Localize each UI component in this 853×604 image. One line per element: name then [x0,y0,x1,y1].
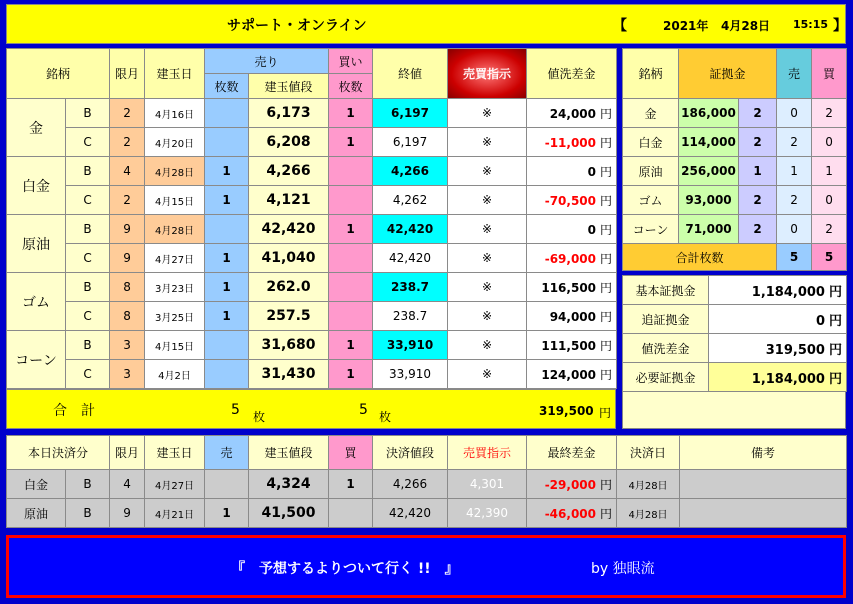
margin-sell-cell: 2 [777,128,812,157]
signal-cell: ※ [448,331,527,360]
settle-header-gengetsu: 限月 [110,436,145,470]
tategyokubi-cell: 3月23日 [145,273,205,302]
summary-value-cell [709,305,847,334]
margin-header-shokokin: 証拠金 [679,49,777,99]
sell-count-cell [205,331,249,360]
signal-cell: ※ [448,157,527,186]
margin-total-buy: 5 [812,244,847,271]
footer-slogan: 『 予想するよりついて行く !! 』 [231,561,459,577]
margin-amount-cell: 186,000 [679,99,739,128]
settle-header-final: 最終差金 [527,436,617,470]
settle-buy-count [329,499,373,528]
summary-value-cell [709,363,847,392]
total-label: 合 計 [53,403,95,419]
buy-count-cell [329,244,373,273]
settle-tategyokubi: 4月27日 [145,470,205,499]
title-bar [6,4,846,44]
settle-sell-count [205,470,249,499]
settle-gengetsu: 9 [110,499,145,528]
header-kai: 買い [329,49,373,74]
summary-label: 追証拠金 [623,305,709,334]
position-type: C [66,128,110,157]
buy-count-cell [329,186,373,215]
tategyoku-price-cell: 257.5 [249,302,329,331]
margin-amount-cell: 71,000 [679,215,739,244]
gengetsu-cell: 2 [110,186,145,215]
summary-row [623,334,847,363]
position-type: C [66,186,110,215]
buy-count-cell: 1 [329,331,373,360]
tategyokubi-cell: 4月28日 [145,157,205,186]
settle-signal: 42,390 [448,499,527,528]
sell-count-cell: 1 [205,273,249,302]
sell-count-cell [205,99,249,128]
summary-value: 0 [815,313,825,329]
settle-kessai-price: 42,420 [373,499,448,528]
position-row [7,157,617,186]
settle-tategyokubi: 4月21日 [145,499,205,528]
settle-tategyoku-price: 41,500 [249,499,329,528]
yen-unit: 円 [600,506,613,521]
margin-row [623,186,847,215]
tategyokubi-cell: 4月2日 [145,360,205,389]
yen-unit: 円 [828,342,842,358]
settle-header-today: 本日決済分 [7,436,110,470]
neaise-cell [527,186,617,215]
neaise-cell [527,331,617,360]
position-type: B [66,99,110,128]
sell-count-cell [205,215,249,244]
margin-header-meigara: 銘柄 [623,49,679,99]
position-type: C [66,302,110,331]
summary-row [623,305,847,334]
buy-count-cell: 1 [329,128,373,157]
tategyoku-price-cell: 262.0 [249,273,329,302]
position-row [7,331,617,360]
settle-header-tategyokubi: 建玉日 [145,436,205,470]
tategyoku-price-cell: 6,173 [249,99,329,128]
gengetsu-cell: 2 [110,128,145,157]
summary-value-cell [709,334,847,363]
neaise-value: -69,000 [544,251,597,266]
position-row [7,215,617,244]
settle-header-kessai-nedan: 決済値段 [373,436,448,470]
close-price-cell: 33,910 [373,360,448,389]
neaise-value: 124,000 [541,367,597,382]
header-signal: 売買指示 [448,49,527,99]
summary-value: 1,184,000 [751,371,825,387]
footer-banner [6,535,846,598]
gengetsu-cell: 3 [110,331,145,360]
tategyokubi-cell: 4月16日 [145,99,205,128]
header-year: 2021年 [663,19,709,33]
neaise-cell [527,128,617,157]
position-type: C [66,360,110,389]
total-buy-count: 5 [359,402,368,418]
margin-header-uri: 売 [777,49,812,99]
margin-mult-cell: 1 [739,157,777,186]
tategyokubi-cell: 4月15日 [145,331,205,360]
tategyoku-price-cell: 31,430 [249,360,329,389]
margin-total-label: 合計枚数 [623,244,777,271]
commodity-name: 原油 [7,215,66,273]
summary-value-cell [709,276,847,305]
summary-label: 基本証拠金 [623,276,709,305]
tategyoku-price-cell: 4,266 [249,157,329,186]
neaise-value: 0 [587,164,597,179]
margin-mult-cell: 2 [739,215,777,244]
settle-final-value: -46,000 [544,506,596,521]
settle-header-biko: 備考 [680,436,847,470]
settle-header-kessaibi: 決済日 [617,436,680,470]
settle-note [680,470,847,499]
yen-unit: 円 [600,135,613,150]
yen-unit: 円 [828,313,842,329]
margin-buy-cell: 0 [812,128,847,157]
commodity-name: 白金 [7,157,66,215]
position-type: B [66,331,110,360]
summary-blank [622,391,846,429]
total-sell-mai: 枚 [253,410,266,424]
sell-count-cell: 1 [205,157,249,186]
gengetsu-cell: 3 [110,360,145,389]
settle-header-tategyoku-nedan: 建玉値段 [249,436,329,470]
summary-value: 1,184,000 [751,284,825,300]
margin-row [623,157,847,186]
summary-row [623,276,847,305]
yen-unit: 円 [828,371,842,387]
margin-row [623,215,847,244]
neaise-value: 116,500 [541,280,597,295]
summary-table [622,275,847,392]
neaise-value: 111,500 [541,338,597,353]
close-price-cell: 42,420 [373,244,448,273]
signal-cell: ※ [448,360,527,389]
header-time: 15:15 [793,18,829,31]
settlement-row [7,470,847,499]
tategyokubi-cell: 3月25日 [145,302,205,331]
settlement-row [7,499,847,528]
gengetsu-cell: 4 [110,157,145,186]
margin-mult-cell: 2 [739,128,777,157]
header-tategyokubi: 建玉日 [145,49,205,99]
settlement-table [6,435,847,528]
position-row [7,244,617,273]
margin-sell-cell: 0 [777,215,812,244]
neaise-value: -11,000 [544,135,597,150]
settle-type: B [66,470,110,499]
signal-cell: ※ [448,244,527,273]
tategyoku-price-cell: 31,680 [249,331,329,360]
total-sell-count: 5 [231,402,240,418]
margin-amount-cell: 256,000 [679,157,739,186]
neaise-cell [527,360,617,389]
total-diff: 319,500 [539,404,594,418]
signal-cell: ※ [448,215,527,244]
gengetsu-cell: 9 [110,215,145,244]
position-row [7,273,617,302]
signal-cell: ※ [448,302,527,331]
neaise-value: -70,500 [544,193,597,208]
footer-by: by 独眼流 [591,561,655,577]
buy-count-cell [329,302,373,331]
margin-sell-cell: 0 [777,99,812,128]
settle-kessai-price: 4,266 [373,470,448,499]
commodity-name: 金 [7,99,66,157]
tategyokubi-cell: 4月20日 [145,128,205,157]
gengetsu-cell: 8 [110,273,145,302]
yen-unit: 円 [600,193,613,208]
margin-table [622,48,847,271]
margin-commodity-name: ゴム [623,186,679,215]
buy-count-cell [329,157,373,186]
header-meigara: 銘柄 [7,49,110,99]
header-uri: 売り [205,49,329,74]
yen-unit: 円 [600,251,613,266]
margin-mult-cell: 2 [739,186,777,215]
positions-table [6,48,617,389]
tategyokubi-cell: 4月27日 [145,244,205,273]
close-price-cell: 6,197 [373,128,448,157]
settle-gengetsu: 4 [110,470,145,499]
margin-mult-cell: 2 [739,99,777,128]
settle-kessaibi: 4月28日 [617,499,680,528]
margin-sell-cell: 1 [777,157,812,186]
neaise-cell [527,157,617,186]
yen-unit: 円 [600,309,613,324]
margin-row [623,99,847,128]
buy-count-cell [329,273,373,302]
header-owarine: 終値 [373,49,448,99]
summary-value: 319,500 [765,342,825,358]
close-price-cell: 6,197 [373,99,448,128]
margin-row [623,128,847,157]
total-buy-mai: 枚 [379,410,392,424]
settle-type: B [66,499,110,528]
yen-unit: 円 [600,477,613,492]
settle-buy-count: 1 [329,470,373,499]
position-row [7,302,617,331]
close-price-cell: 238.7 [373,273,448,302]
tategyoku-price-cell: 42,420 [249,215,329,244]
settle-final-cell [527,499,617,528]
total-yen: 円 [599,406,612,420]
tategyokubi-cell: 4月15日 [145,186,205,215]
gengetsu-cell: 8 [110,302,145,331]
header-gengetsu: 限月 [110,49,145,99]
close-price-cell: 42,420 [373,215,448,244]
yen-unit: 円 [828,284,842,300]
bracket-right: 】 [833,18,847,34]
margin-header-kai: 買 [812,49,847,99]
margin-buy-cell: 1 [812,157,847,186]
tategyokubi-cell: 4月28日 [145,215,205,244]
neaise-value: 24,000 [549,106,597,121]
margin-buy-cell: 2 [812,99,847,128]
yen-unit: 円 [600,338,613,353]
close-price-cell: 4,262 [373,186,448,215]
margin-commodity-name: 原油 [623,157,679,186]
neaise-value: 94,000 [549,309,597,324]
settle-sell-count: 1 [205,499,249,528]
commodity-name: コーン [7,331,66,389]
signal-cell: ※ [448,128,527,157]
settle-signal: 4,301 [448,470,527,499]
sell-count-cell: 1 [205,302,249,331]
signal-cell: ※ [448,99,527,128]
margin-amount-cell: 93,000 [679,186,739,215]
settle-final-cell [527,470,617,499]
neaise-cell [527,244,617,273]
margin-buy-cell: 0 [812,186,847,215]
margin-total-row [623,244,847,271]
close-price-cell: 4,266 [373,157,448,186]
signal-cell: ※ [448,186,527,215]
total-bar [6,389,616,429]
header-date: 4月28日 [721,19,771,33]
settle-note [680,499,847,528]
sell-count-cell [205,128,249,157]
gengetsu-cell: 2 [110,99,145,128]
margin-amount-cell: 114,000 [679,128,739,157]
yen-unit: 円 [600,222,613,237]
header-sell-maisu: 枚数 [205,74,249,99]
sell-count-cell: 1 [205,244,249,273]
signal-cell: ※ [448,273,527,302]
margin-sell-cell: 2 [777,186,812,215]
sell-count-cell [205,360,249,389]
sell-count-cell: 1 [205,186,249,215]
neaise-cell [527,302,617,331]
header-tategyoku-nedan: 建玉値段 [249,74,329,99]
position-row [7,128,617,157]
buy-count-cell: 1 [329,360,373,389]
position-row [7,99,617,128]
settle-tategyoku-price: 4,324 [249,470,329,499]
neaise-cell [527,99,617,128]
buy-count-cell: 1 [329,99,373,128]
summary-label: 必要証拠金 [623,363,709,392]
margin-commodity-name: 金 [623,99,679,128]
position-type: C [66,244,110,273]
settle-commodity-name: 白金 [7,470,66,499]
yen-unit: 円 [600,164,613,179]
summary-label: 値洗差金 [623,334,709,363]
tategyoku-price-cell: 6,208 [249,128,329,157]
settle-header-uri: 売 [205,436,249,470]
position-row [7,360,617,389]
position-type: B [66,215,110,244]
settle-header-signal: 売買指示 [448,436,527,470]
yen-unit: 円 [600,280,613,295]
settle-commodity-name: 原油 [7,499,66,528]
tategyoku-price-cell: 41,040 [249,244,329,273]
position-type: B [66,273,110,302]
neaise-cell [527,215,617,244]
neaise-value: 0 [587,222,597,237]
commodity-name: ゴム [7,273,66,331]
close-price-cell: 33,910 [373,331,448,360]
buy-count-cell: 1 [329,215,373,244]
position-row [7,186,617,215]
settle-final-value: -29,000 [544,477,596,492]
bracket-left: 【 [613,18,627,34]
margin-commodity-name: コーン [623,215,679,244]
margin-buy-cell: 2 [812,215,847,244]
tategyoku-price-cell: 4,121 [249,186,329,215]
app-title: サポート・オンライン [227,18,367,34]
summary-row [623,363,847,392]
settle-header-kai: 買 [329,436,373,470]
settle-kessaibi: 4月28日 [617,470,680,499]
gengetsu-cell: 9 [110,244,145,273]
margin-total-sell: 5 [777,244,812,271]
yen-unit: 円 [600,106,613,121]
margin-commodity-name: 白金 [623,128,679,157]
close-price-cell: 238.7 [373,302,448,331]
yen-unit: 円 [600,367,613,382]
header-buy-maisu: 枚数 [329,74,373,99]
header-neaise: 値洗差金 [527,49,617,99]
neaise-cell [527,273,617,302]
position-type: B [66,157,110,186]
